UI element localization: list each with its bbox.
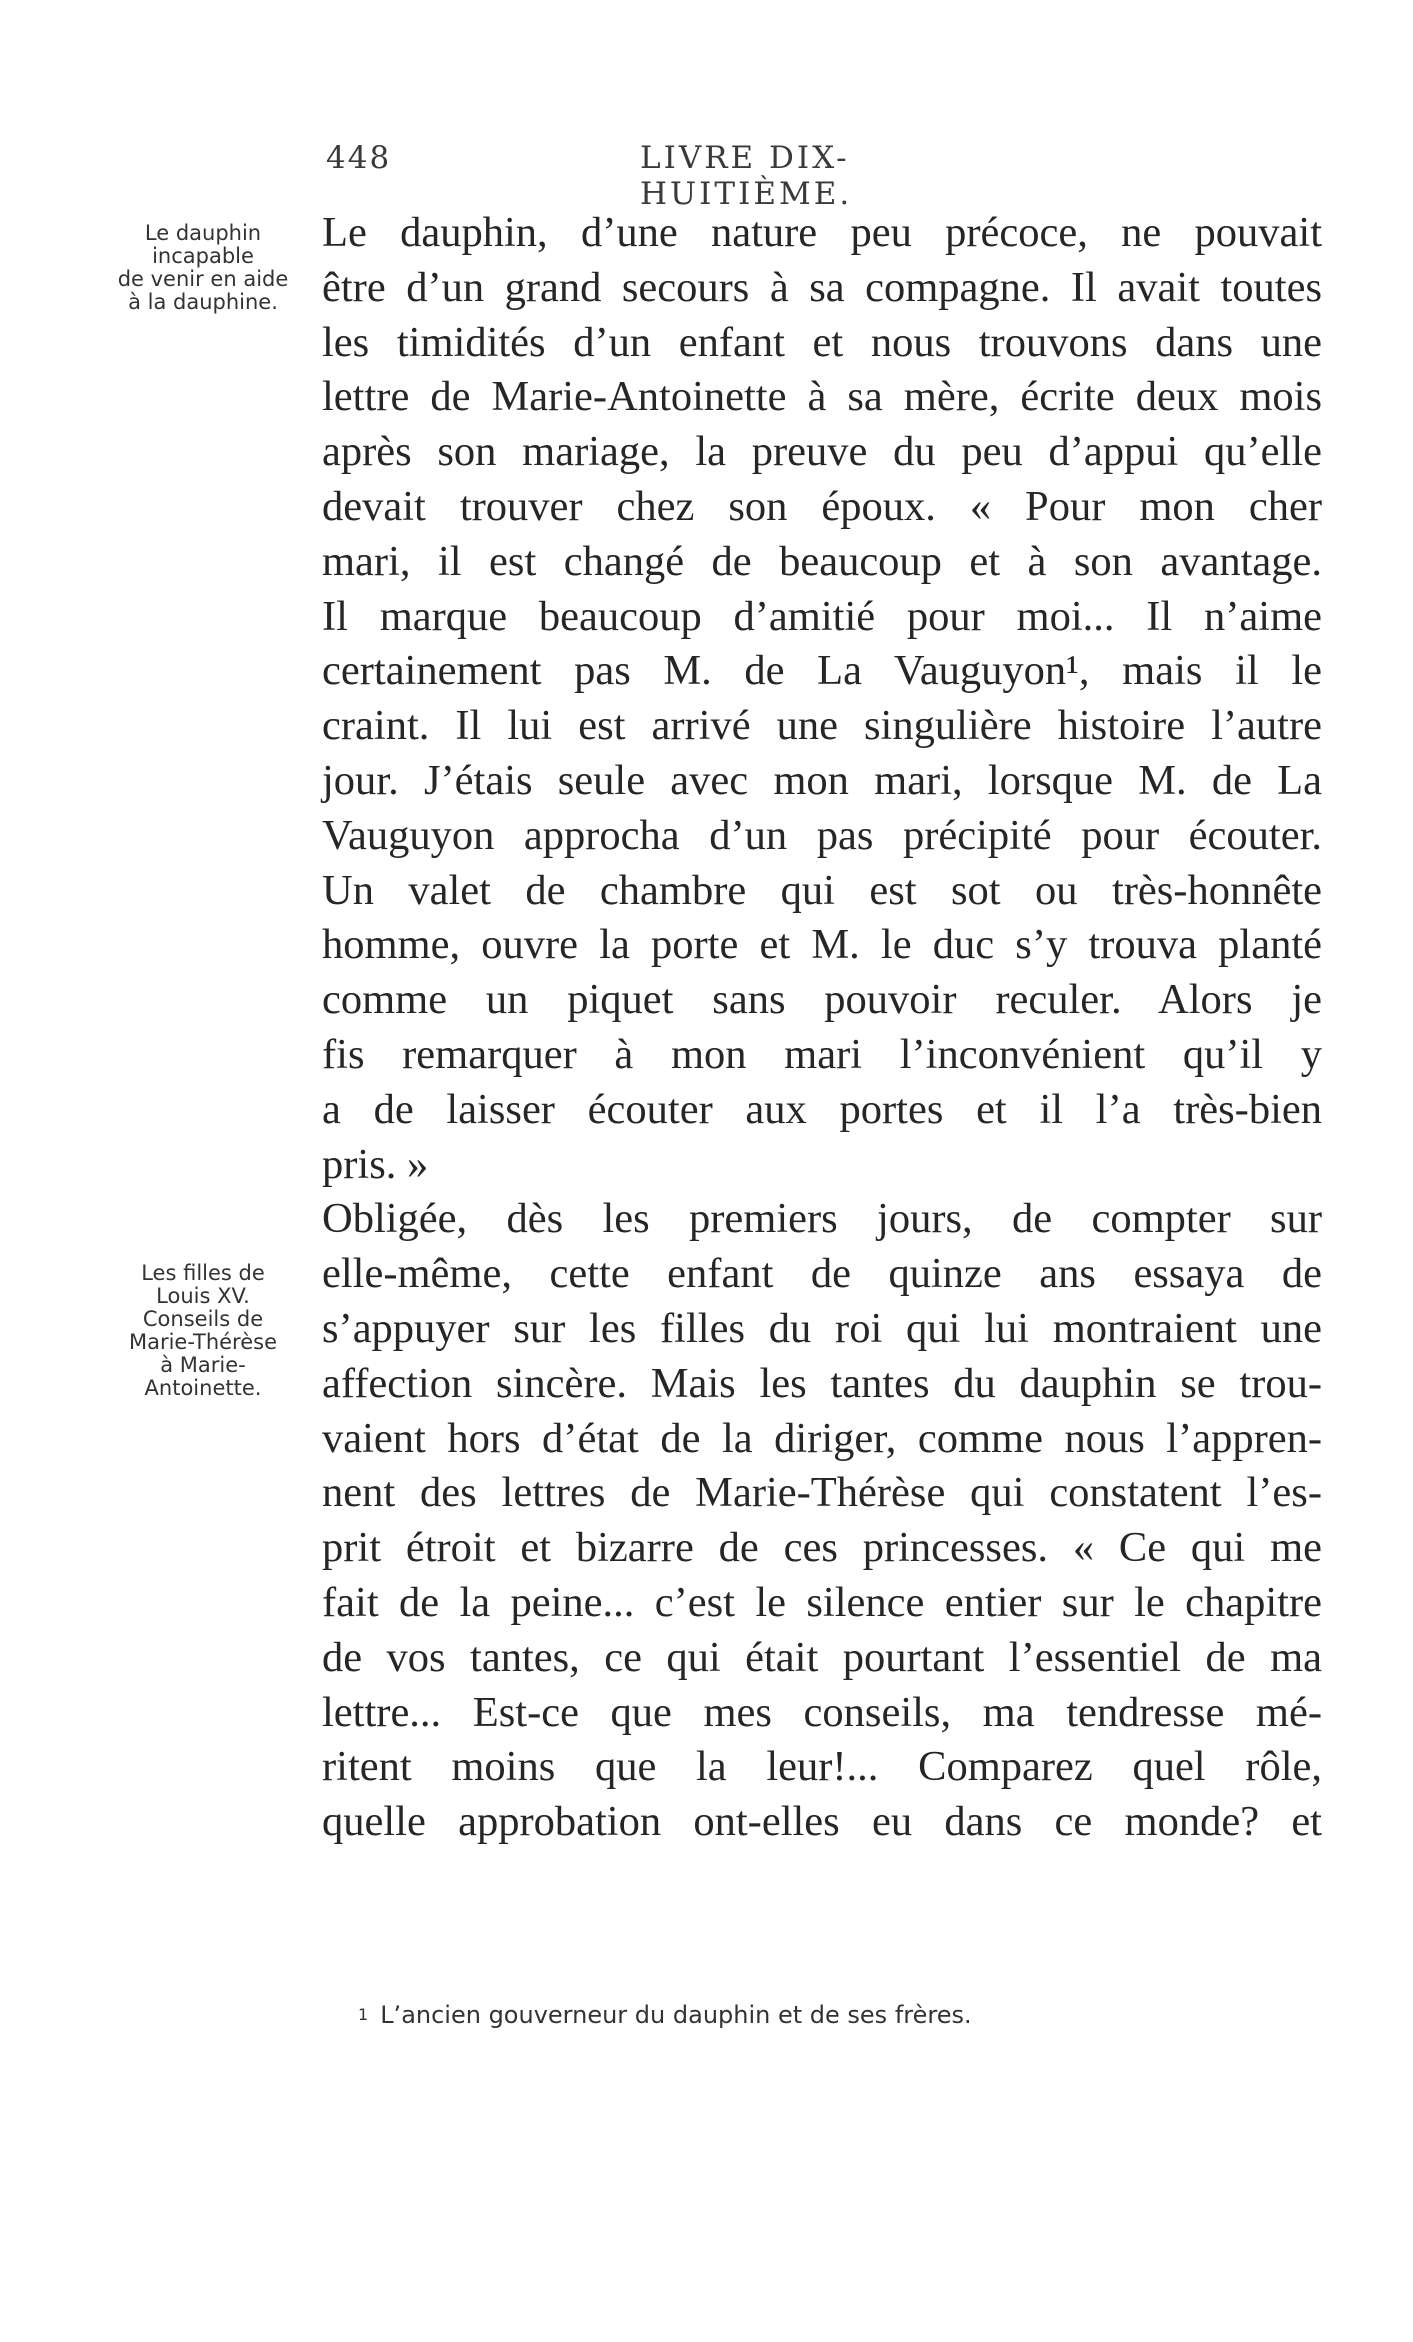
footnote-text: L’ancien gouverneur du dauphin et de ses frères.	[380, 2001, 972, 2029]
text-line: craint. Il lui est arrivé une singulière histoire l’autre	[322, 702, 1322, 750]
text-line: a de laisser écouter aux portes et il l’a très-bien	[322, 1085, 1322, 1133]
text-line: quelle approbation ont-elles eu dans ce monde? et	[322, 1798, 1322, 1846]
margin-note-line: Les filles de	[141, 1261, 265, 1285]
margin-note-line: Le dauphin	[144, 221, 262, 245]
text-line: les timidités d’un enfant et nous trouvons dans une	[322, 318, 1322, 366]
text-line: de vos tantes, ce qui était pourtant l’essentiel de ma	[322, 1633, 1322, 1681]
margin-note-line: incapable	[152, 244, 254, 268]
text-line: comme un piquet sans pouvoir reculer. Alors je	[322, 976, 1322, 1024]
margin-note-filles	[88, 1262, 318, 1400]
text-line: pris. »	[322, 1140, 429, 1188]
margin-note-line: à Marie-	[160, 1353, 246, 1377]
text-line: elle-même, cette enfant de quinze ans essaya de	[322, 1250, 1322, 1298]
text-line: s’appuyer sur les filles du roi qui lui montraient une	[322, 1304, 1322, 1352]
text-line: Obligée, dès les premiers jours, de compter sur	[322, 1195, 1322, 1243]
text-line: affection sincère. Mais les tantes du dauphin se trou-	[322, 1359, 1322, 1407]
text-line: mari, il est changé de beaucoup et à son avantage.	[322, 537, 1322, 585]
body-text	[322, 206, 1322, 1850]
margin-note-line: de venir en aide	[117, 267, 289, 291]
text-line: devait trouver chez son époux. « Pour mon cher	[322, 482, 1322, 530]
text-line: être d’un grand secours à sa compagne. Il avait toutes	[322, 263, 1322, 311]
text-line: vaient hors d’état de la diriger, comme nous l’appren-	[322, 1414, 1322, 1462]
text-line: Vauguyon approcha d’un pas précipité pour écouter.	[322, 811, 1322, 859]
page-number: 448	[326, 140, 392, 176]
text-line: nent des lettres de Marie-Thérèse qui constatent l’es-	[322, 1469, 1322, 1517]
margin-note-line: Marie-Thérèse	[128, 1330, 278, 1354]
text-line: ritent moins que la leur!... Comparez quel rôle,	[322, 1743, 1322, 1791]
text-line: jour. J’étais seule avec mon mari, lorsque M. de La	[322, 756, 1322, 804]
chapter-title: LIVRE DIX-HUITIÈME.	[640, 140, 853, 212]
text-line: homme, ouvre la porte et M. le duc s’y trouva planté	[322, 921, 1322, 969]
text-line: Il marque beaucoup d’amitié pour moi... Il n’aime	[322, 592, 1322, 640]
margin-note-line: Louis XV.	[156, 1284, 250, 1308]
text-line: fis remarquer à mon mari l’inconvénient qu’il y	[322, 1030, 1322, 1078]
text-line: fait de la peine... c’est le silence entier sur le chapitre	[322, 1578, 1322, 1626]
margin-note-line: Antoinette.	[144, 1376, 262, 1400]
footnote-marker: 1	[358, 2005, 369, 2024]
margin-note-dauphin	[88, 222, 318, 314]
text-line: lettre de Marie-Antoinette à sa mère, écrite deux mois	[322, 373, 1322, 421]
margin-note-line: à la dauphine.	[128, 290, 278, 314]
margin-note-line: Conseils de	[142, 1307, 264, 1331]
text-line: Le dauphin, d’une nature peu précoce, ne pouvait	[322, 209, 1322, 256]
text-line: certainement pas M. de La Vauguyon¹, mais il le	[322, 647, 1322, 695]
text-line: après son mariage, la preuve du peu d’appui qu’elle	[322, 428, 1322, 476]
running-head	[320, 140, 1020, 212]
text-line: Un valet de chambre qui est sot ou très-honnête	[322, 866, 1322, 914]
text-line: prit étroit et bizarre de ces princesses. « Ce qui me	[322, 1524, 1322, 1572]
text-line: lettre... Est-ce que mes conseils, ma tendresse mé-	[322, 1688, 1322, 1736]
footnote	[358, 2000, 1258, 2030]
